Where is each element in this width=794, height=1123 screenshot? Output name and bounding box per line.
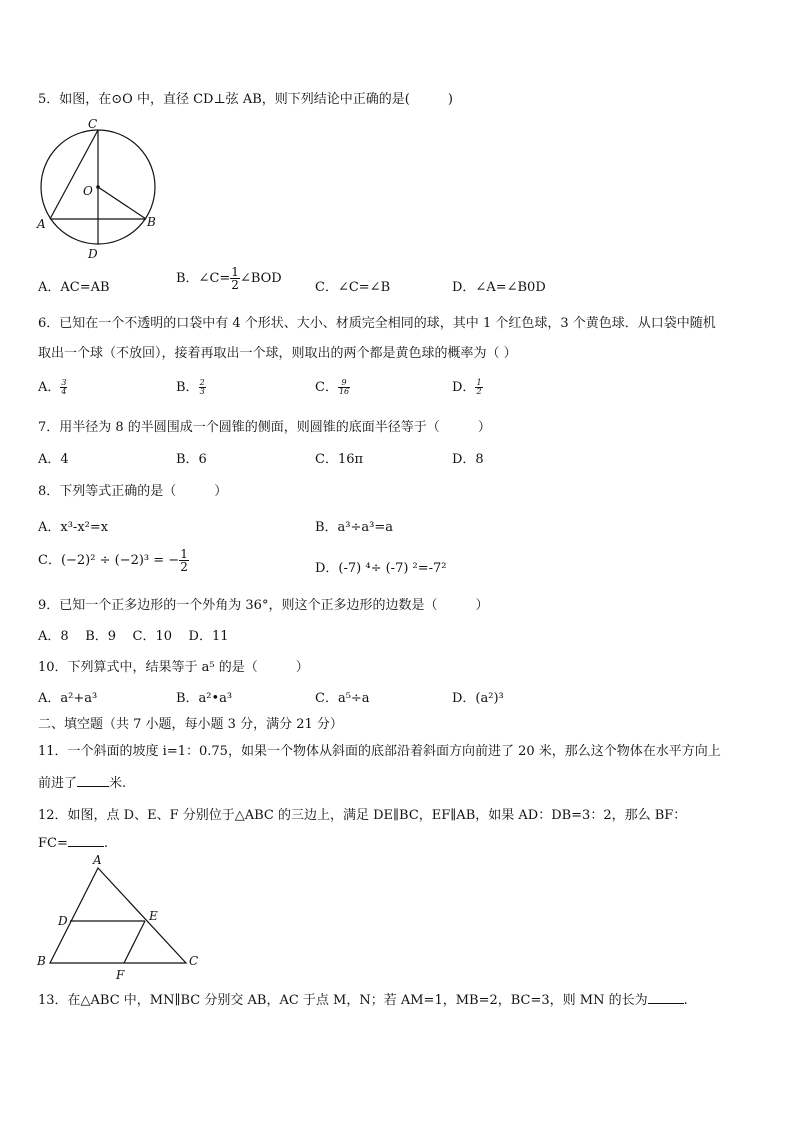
q9-stem-text: 9．已知一个正多边形的一个外角为 36°，则这个正多边形的边数是（ <box>38 598 438 613</box>
q9-stem <box>38 594 488 613</box>
frac-den: 16 <box>338 387 350 396</box>
q10-close: ） <box>295 660 309 675</box>
q8-option-a: A．x³-x²=x <box>38 520 109 535</box>
segment-ob <box>98 187 146 219</box>
q7-option-b: B．6 <box>176 452 207 467</box>
frac-num: 1 <box>476 378 482 387</box>
label-d: D <box>58 914 68 928</box>
frac-den: 2 <box>231 278 239 292</box>
frac-num: 1 <box>231 265 239 279</box>
frac-num: 1 <box>180 547 188 561</box>
q12-line2-post: . <box>103 836 108 851</box>
frac-den: 4 <box>61 387 67 396</box>
q7-stem-text: 7．用半径为 8 的半圆围成一个圆锥的侧面，则圆锥的底面半径等于（ <box>38 420 440 435</box>
fraction <box>199 379 206 396</box>
section-heading: 二、填空题（共 7 小题，每小题 3 分，满分 21 分） <box>38 717 343 732</box>
q13-post: . <box>683 993 688 1008</box>
q6-option-d <box>452 376 483 396</box>
q11-line2-post: 米. <box>109 776 127 791</box>
q5-option-a: A．AC=AB <box>38 280 110 295</box>
q7-option-a: A．4 <box>38 452 69 467</box>
label-c: C <box>88 117 98 131</box>
label-b: B <box>147 215 156 229</box>
q5-option-b-pre: B．∠C= <box>176 271 231 286</box>
label-a: A <box>93 853 102 867</box>
fraction-half <box>179 548 189 573</box>
answer-blank <box>648 991 684 1004</box>
q5-option-c: C．∠C=∠B <box>315 280 391 295</box>
q11-line2 <box>38 772 126 791</box>
frac-num: 2 <box>199 378 205 387</box>
q13-text <box>38 989 688 1008</box>
label-c: C <box>189 954 199 968</box>
q7-stem <box>38 416 491 435</box>
q6-option-a-label: A． <box>38 380 61 395</box>
frac-num: 9 <box>338 379 350 388</box>
fraction-half <box>230 266 240 291</box>
q11-line2-pre: 前进了 <box>38 776 78 791</box>
frac-den: 2 <box>476 387 482 396</box>
q6-option-a <box>38 376 67 396</box>
q12-line2 <box>38 834 108 851</box>
fraction <box>338 379 350 396</box>
q6-option-d-label: D． <box>452 380 476 395</box>
q8-stem-text: 8．下列等式正确的是（ <box>38 484 177 499</box>
q10-option-a: A．a²+a³ <box>38 691 98 706</box>
q8-option-d: D．(-7) ⁴÷ (-7) ²=-7² <box>315 561 447 576</box>
q5-close: ) <box>447 92 453 107</box>
q12-line2-pre: FC= <box>38 836 68 851</box>
q10-option-d: D．(a²)³ <box>452 691 504 706</box>
fraction <box>60 379 67 396</box>
q5-stem <box>38 88 453 107</box>
q7-close: ） <box>477 420 491 435</box>
label-f: F <box>116 968 125 982</box>
triangle-abc <box>50 868 186 963</box>
q8-option-b: B．a³÷a³=a <box>315 520 394 535</box>
q5-stem-text: 5．如图，在⊙O 中，直径 CD⊥弦 AB，则下列结论中正确的是( <box>38 92 410 107</box>
q10-option-c: C．a⁵÷a <box>315 691 370 706</box>
q7-option-d: D．8 <box>452 452 484 467</box>
q6-option-c <box>315 376 350 396</box>
triangle-figure <box>30 852 210 984</box>
q6-option-b <box>176 376 206 396</box>
q5-option-b <box>176 266 282 291</box>
segment-ef <box>124 921 145 963</box>
q8-stem <box>38 480 227 499</box>
frac-num: 3 <box>61 378 67 387</box>
label-e: E <box>149 909 158 923</box>
center-dot <box>96 185 100 189</box>
label-a: A <box>37 217 46 231</box>
q5-option-d: D．∠A=∠B0D <box>452 280 546 295</box>
q6-line1: 6．已知在一个不透明的口袋中有 4 个形状、大小、材质完全相同的球，其中 1 个红色球，3 个黄色球．从口袋中随机 <box>38 316 716 331</box>
label-b: B <box>37 954 46 968</box>
q8-option-c <box>38 548 189 573</box>
answer-blank <box>68 834 104 847</box>
q9-close: ） <box>475 598 489 613</box>
circle-figure <box>30 112 165 262</box>
q10-option-b: B．a²•a³ <box>176 691 233 706</box>
segment-ac <box>50 130 98 219</box>
q6-line2: 取出一个球（不放回），接着再取出一个球，则取出的两个都是黄色球的概率为（ ） <box>38 346 517 361</box>
q6-option-b-label: B． <box>176 380 199 395</box>
q6-option-c-label: C． <box>315 380 338 395</box>
label-o: O <box>83 184 93 198</box>
q10-stem <box>38 656 309 675</box>
answer-blank <box>77 774 109 787</box>
fraction <box>475 379 482 396</box>
q7-option-c: C．16π <box>315 452 364 467</box>
q8-option-c-pre: C．(−2)² ÷ (−2)³ = − <box>38 553 180 568</box>
q9-options: A．8 B．9 C．10 D．11 <box>38 629 229 644</box>
q11-line1: 11．一个斜面的坡度 i=1：0.75，如果一个物体从斜面的底部沿着斜面方向前进了 20 米，那么这个物体在水平方向上 <box>38 744 721 759</box>
frac-den: 2 <box>180 560 188 574</box>
q10-stem-text: 10．下列算式中，结果等于 a⁵ 的是（ <box>38 660 258 675</box>
label-d: D <box>88 247 98 261</box>
q8-close: ） <box>214 484 228 499</box>
q13-stem-text: 13．在△ABC 中，MN∥BC 分别交 AB，AC 于点 M，N；若 AM=1，MB=2，BC=3，则 MN 的长为 <box>38 993 648 1008</box>
q12-line1: 12．如图，点 D、E、F 分别位于△ABC 的三边上，满足 DE∥BC，EF∥AB，如果 AD：DB=3：2，那么 BF： <box>38 808 687 823</box>
q5-option-b-post: ∠BOD <box>239 271 282 286</box>
frac-den: 3 <box>199 387 205 396</box>
